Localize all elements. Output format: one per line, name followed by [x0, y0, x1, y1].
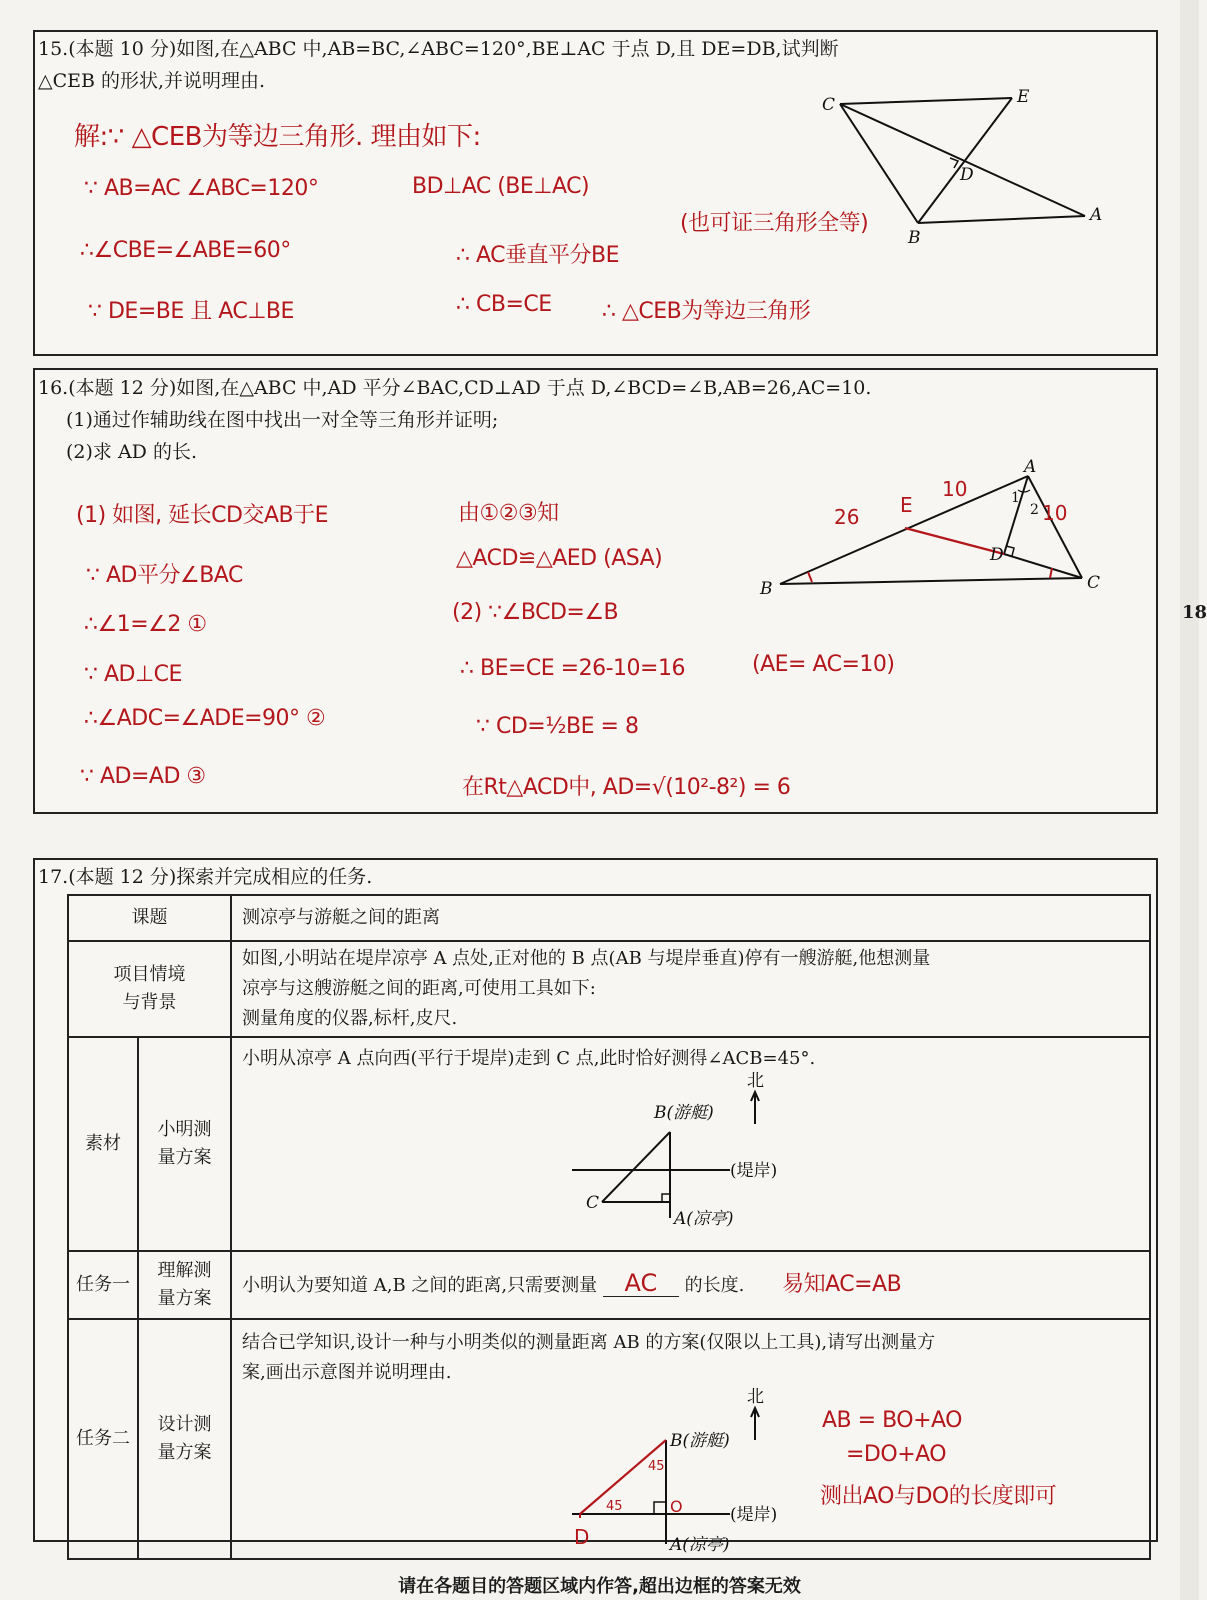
q15-hw-line4b: ∴ CB=CE [456, 292, 552, 317]
q17-background-line1: 如图,小明站在堤岸凉亭 A 点处,正对他的 B 点(AB 与堤岸垂直)停有一艘游艇,他想测量 [242, 948, 931, 969]
q16-hw-a1: (1) 如图, 延长CD交AB于E [76, 503, 328, 528]
q16-angle-mark-B [808, 572, 812, 582]
q15-label-C: C [822, 95, 836, 115]
fig2-label-A: A(凉亭) [670, 1535, 730, 1555]
q17-row-background [68, 941, 1150, 1037]
fig2-label-B: B(游艇) [670, 1431, 730, 1451]
q15-hw-line1: 解:∵ △CEB为等边三角形. 理由如下: [74, 122, 481, 152]
q17-task2-hw-1: AB = BO+AO [822, 1408, 962, 1433]
fig2-hw-line-DB [580, 1440, 666, 1514]
q17-task2-line2: 案,画出示意图并说明理由. [242, 1362, 452, 1383]
q16-label-C: C [1087, 573, 1101, 593]
fig1-label-bank: (堤岸) [730, 1161, 778, 1181]
q17-background-line3: 测量角度的仪器,标杆,皮尺. [242, 1008, 458, 1029]
fig2-hw-angle-D: 45 [606, 1499, 623, 1514]
q17-task2-sub-1: 设计测 [157, 1414, 212, 1435]
fig1-right-angle [662, 1194, 670, 1202]
q15-hw-note: (也可证三角形全等) [680, 211, 869, 236]
q15-label-A: A [1090, 205, 1103, 225]
q16-figure [760, 457, 1110, 599]
q17-task2-sub [138, 1319, 231, 1559]
q17-material-figure [242, 1071, 1149, 1244]
q16-hw-a5: ∴∠ADC=∠ADE=90° ② [84, 706, 326, 731]
q16-angle-mark-C [1050, 568, 1052, 578]
q17-background-line2: 凉亭与这艘游艇之间的距离,可使用工具如下: [242, 978, 596, 999]
q17-title: 17.(本题 12 分)探索并完成相应的任务. [38, 866, 373, 888]
q17-task1-sub-2: 量方案 [157, 1288, 212, 1309]
q15-seg-BE [918, 98, 1012, 223]
q17-task2-figure [242, 1388, 1149, 1556]
adjacent-question-number: 18 [1182, 602, 1207, 623]
q16-hw-label-AE10: 10 [942, 477, 968, 501]
q15-label-E: E [1017, 87, 1030, 107]
q15-label-B: B [908, 228, 921, 248]
q17-task2-hw-2: =DO+AO [846, 1442, 947, 1467]
q16-hw-a6: ∵ AD=AD ③ [80, 764, 206, 789]
footer-notice: 请在各题目的答题区域内作答,超出边框的答案无效 [398, 1576, 801, 1597]
adjacent-page-edge [1180, 0, 1199, 1600]
fig2-north: 北 [747, 1387, 764, 1407]
q17-background-label-1: 项目情境 [113, 964, 186, 985]
q16-hw-label-E: E [900, 493, 913, 517]
q16-hw-label-26: 26 [834, 505, 860, 529]
fig1-north: 北 [747, 1071, 764, 1091]
q17-material-sub-1: 小明测 [157, 1119, 212, 1140]
q17-material-label: 素材 [68, 1037, 138, 1251]
q15-hw-line3a: ∴∠CBE=∠ABE=60° [80, 238, 291, 263]
q17-task2-line1: 结合已学知识,设计一种与小明类似的测量距离 AB 的方案(仅限以上工具),请写出测量方 [242, 1332, 936, 1353]
q16-label-B: B [760, 579, 773, 599]
q16-stem-line3: (2)求 AD 的长. [66, 441, 197, 463]
q17-material-text: 小明从凉亭 A 点向西(平行于堤岸)走到 C 点,此时恰好测得∠ACB=45°. [242, 1048, 816, 1069]
q15-hw-line3b: ∴ AC垂直平分BE [456, 243, 620, 268]
q16-hw-b2: △ACD≌△AED (ASA) [456, 546, 663, 571]
q17-background-text [231, 941, 1150, 1037]
q17-task1-blank[interactable]: AC [603, 1270, 679, 1297]
q15-stem-line2: △CEB 的形状,并说明理由. [38, 70, 266, 92]
q16-hw-b4-note: (AE= AC=10) [752, 652, 895, 677]
q17-material-sub-2: 量方案 [157, 1147, 212, 1168]
q17-material-sub [138, 1037, 231, 1251]
q16-hw-b1: 由①②③知 [458, 501, 559, 526]
q17-row-material [68, 1037, 1150, 1251]
q15-seg-BA [918, 216, 1085, 223]
q15-hw-line2b: BD⊥AC (BE⊥AC) [412, 174, 590, 199]
fig1-label-C: C [586, 1193, 600, 1213]
q15-hw-line4a: ∵ DE=BE 且 AC⊥BE [88, 299, 294, 324]
q15-stem-line1: 15.(本题 10 分)如图,在△ABC 中,AB=BC,∠ABC=120°,BE⊥AC 于点 D,且 DE=DB,试判断 [38, 38, 839, 60]
fig1-CB-line [602, 1132, 670, 1202]
q16-hw-a2: ∵ AD平分∠BAC [86, 563, 243, 588]
q17-task2-label: 任务二 [68, 1319, 138, 1559]
q17-task2-hw-3: 测出AO与DO的长度即可 [820, 1484, 1057, 1509]
q17-task1-label: 任务一 [68, 1251, 138, 1319]
q17-task1-hw: 易知AC=AB [782, 1271, 902, 1297]
q15-seg-CE [840, 98, 1012, 104]
q16-stem-line1: 16.(本题 12 分)如图,在△ABC 中,AD 平分∠BAC,CD⊥AD 于点 D,∠BCD=∠B,AB=26,AC=10. [38, 377, 872, 399]
q17-row-task1 [68, 1251, 1150, 1319]
fig2-hw-angle-B: 45 [648, 1459, 665, 1474]
q16-seg-AD [1004, 476, 1028, 554]
q17-task1-cell [231, 1251, 1150, 1319]
q17-row-task2 [68, 1319, 1150, 1559]
q17-topic-text: 测凉亭与游艇之间的距离 [231, 895, 1150, 941]
q16-hw-b5: ∵ CD=½BE = 8 [476, 714, 639, 739]
q17-task-table [67, 894, 1151, 1560]
q16-hw-b6: 在Rt△ACD中, AD=√(10²-8²) = 6 [462, 775, 791, 800]
fig2-hw-label-O: O [670, 1497, 683, 1516]
q17-background-label [68, 941, 231, 1037]
q16-hw-a3: ∴∠1=∠2 ① [84, 612, 207, 637]
q16-seg-AC [1028, 476, 1082, 578]
q15-label-D: D [960, 165, 974, 185]
q16-seg-BC [780, 578, 1082, 584]
q16-label-A: A [1024, 457, 1037, 477]
q17-background-label-2: 与背景 [122, 992, 177, 1013]
q17-row-topic [68, 895, 1150, 941]
q17-task2-cell [231, 1319, 1150, 1559]
fig2-right-angle [654, 1502, 666, 1514]
q16-hw-b3: (2) ∵∠BCD=∠B [452, 600, 619, 625]
q17-task1-text-b: 的长度. [684, 1274, 745, 1296]
fig2-hw-label-D: D [574, 1525, 590, 1549]
q17-topic-label: 课题 [68, 895, 231, 941]
fig1-label-A: A(凉亭) [674, 1209, 734, 1229]
q15-hw-line2a: ∵ AB=AC ∠ABC=120° [84, 176, 319, 201]
q16-hw-label-AC10: 10 [1042, 501, 1068, 525]
q16-label-angle2: 2 [1030, 502, 1039, 518]
q16-label-angle1: 1 [1011, 490, 1020, 506]
q17-task2-sub-2: 量方案 [157, 1442, 212, 1463]
q15-right-angle-mark [950, 158, 958, 168]
q16-label-D: D [990, 545, 1004, 565]
q16-stem-line2: (1)通过作辅助线在图中找出一对全等三角形并证明; [66, 409, 499, 431]
q17-material-cell [231, 1037, 1150, 1251]
q17-task1-sub [138, 1251, 231, 1319]
q17-task1-sub-1: 理解测 [157, 1260, 212, 1281]
fig2-label-bank: (堤岸) [730, 1505, 778, 1525]
q15-hw-line4c: ∴ △CEB为等边三角形 [602, 299, 811, 324]
q17-task1-text-a: 小明认为要知道 A,B 之间的距离,只需要测量 [242, 1274, 598, 1296]
q16-hw-a4: ∵ AD⊥CE [84, 662, 182, 687]
fig1-label-B: B(游艇) [654, 1103, 714, 1123]
q16-hw-b4: ∴ BE=CE =26-10=16 [460, 656, 685, 681]
